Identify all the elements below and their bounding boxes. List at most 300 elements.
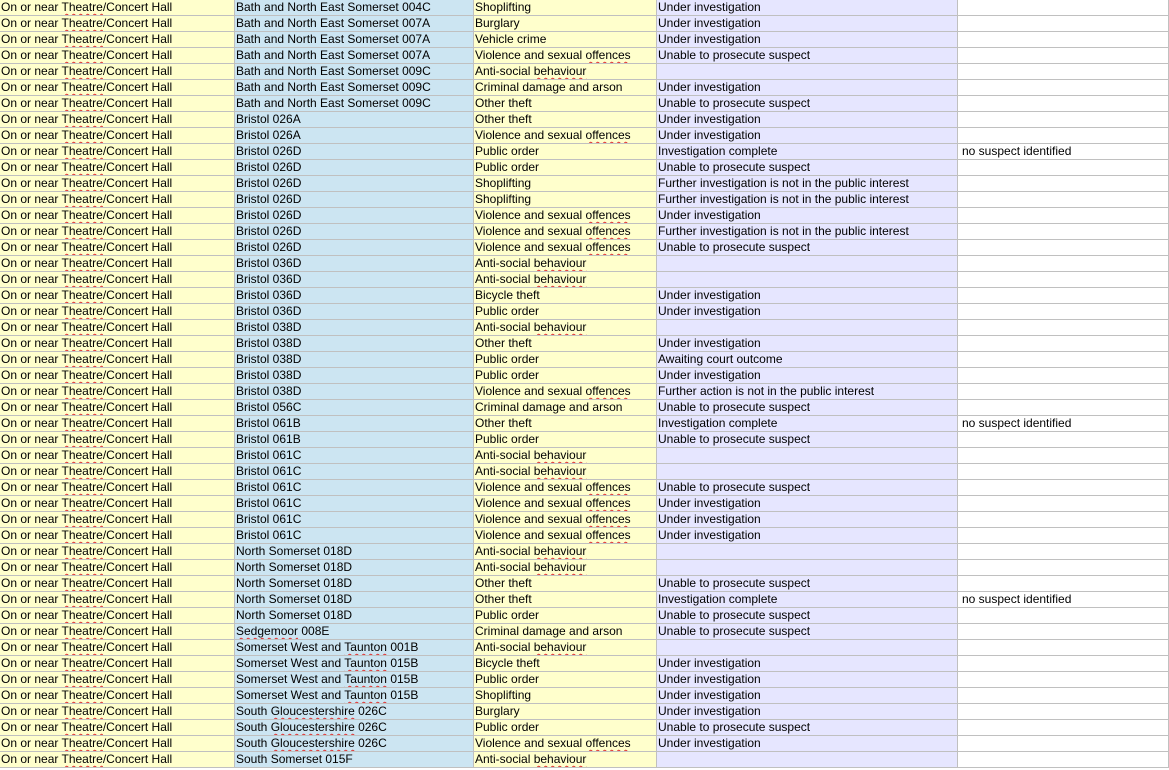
crime-type-cell[interactable]: Other theft	[474, 336, 657, 352]
lsoa-name-cell[interactable]: Bath and North East Somerset 007A	[235, 32, 474, 48]
location-cell[interactable]: On or near Theatre/Concert Hall	[0, 560, 235, 576]
spellcheck-underline: Theatre	[61, 96, 103, 110]
context-cell[interactable]	[958, 32, 1169, 48]
outcome-cell[interactable]: Further action is not in the public interest	[657, 384, 958, 400]
crime-type-cell[interactable]: Criminal damage and arson	[474, 400, 657, 416]
location-cell[interactable]: On or near Theatre/Concert Hall	[0, 0, 235, 16]
crime-type-cell[interactable]: Anti-social behaviour	[474, 544, 657, 560]
lsoa-name-cell[interactable]: Bath and North East Somerset 009C	[235, 96, 474, 112]
location-cell[interactable]: On or near Theatre/Concert Hall	[0, 192, 235, 208]
lsoa-name-cell[interactable]: Bristol 038D	[235, 352, 474, 368]
crime-type-cell[interactable]: Public order	[474, 672, 657, 688]
outcome-cell[interactable]: Unable to prosecute suspect	[657, 608, 958, 624]
location-cell[interactable]: On or near Theatre/Concert Hall	[0, 688, 235, 704]
outcome-cell[interactable]: Unable to prosecute suspect	[657, 720, 958, 736]
context-cell[interactable]	[958, 528, 1169, 544]
location-cell[interactable]: On or near Theatre/Concert Hall	[0, 608, 235, 624]
location-cell[interactable]: On or near Theatre/Concert Hall	[0, 480, 235, 496]
location-cell[interactable]: On or near Theatre/Concert Hall	[0, 288, 235, 304]
spellcheck-underline: behaviour	[533, 464, 587, 478]
outcome-cell[interactable]: Under investigation	[657, 672, 958, 688]
outcome-cell[interactable]: Unable to prosecute suspect	[657, 480, 958, 496]
location-cell[interactable]: On or near Theatre/Concert Hall	[0, 240, 235, 256]
location-cell[interactable]: On or near Theatre/Concert Hall	[0, 256, 235, 272]
lsoa-name-cell[interactable]: Bath and North East Somerset 009C	[235, 80, 474, 96]
context-cell[interactable]	[958, 240, 1169, 256]
spellcheck-underline: Theatre	[61, 320, 103, 334]
crime-type-cell[interactable]: Shoplifting	[474, 688, 657, 704]
location-cell[interactable]: On or near Theatre/Concert Hall	[0, 672, 235, 688]
crime-type-cell[interactable]: Public order	[474, 608, 657, 624]
context-cell[interactable]	[958, 624, 1169, 640]
spellcheck-underline: Taunton	[344, 640, 387, 654]
context-cell[interactable]	[958, 128, 1169, 144]
crime-type-cell[interactable]: Public order	[474, 432, 657, 448]
location-cell[interactable]: On or near Theatre/Concert Hall	[0, 320, 235, 336]
lsoa-name-cell[interactable]: Bristol 036D	[235, 256, 474, 272]
context-cell[interactable]	[958, 160, 1169, 176]
outcome-cell[interactable]: Under investigation	[657, 128, 958, 144]
lsoa-name-cell[interactable]: Bristol 026D	[235, 176, 474, 192]
crime-type-cell[interactable]: Violence and sexual offences	[474, 512, 657, 528]
outcome-cell[interactable]: Further investigation is not in the public interest	[657, 224, 958, 240]
lsoa-name-cell[interactable]: South Somerset 015F	[235, 752, 474, 768]
outcome-cell[interactable]: Under investigation	[657, 736, 958, 752]
spellcheck-underline: Theatre	[61, 416, 103, 430]
spellcheck-underline: Theatre	[61, 752, 103, 766]
location-cell[interactable]: On or near Theatre/Concert Hall	[0, 720, 235, 736]
location-cell[interactable]: On or near Theatre/Concert Hall	[0, 64, 235, 80]
outcome-cell[interactable]: Under investigation	[657, 368, 958, 384]
context-cell[interactable]	[958, 640, 1169, 656]
context-cell[interactable]	[958, 736, 1169, 752]
crime-type-cell[interactable]: Violence and sexual offences	[474, 480, 657, 496]
location-cell[interactable]: On or near Theatre/Concert Hall	[0, 160, 235, 176]
crime-type-cell[interactable]: Violence and sexual offences	[474, 736, 657, 752]
table-row	[0, 480, 1169, 496]
outcome-cell[interactable]	[657, 560, 958, 576]
lsoa-name-cell[interactable]: Bristol 026D	[235, 240, 474, 256]
lsoa-name-cell[interactable]: Bath and North East Somerset 004C	[235, 0, 474, 16]
context-cell[interactable]	[958, 336, 1169, 352]
spellcheck-underline: offences	[585, 48, 631, 62]
outcome-cell[interactable]: Further investigation is not in the public interest	[657, 176, 958, 192]
outcome-cell[interactable]: Unable to prosecute suspect	[657, 624, 958, 640]
location-cell[interactable]: On or near Theatre/Concert Hall	[0, 448, 235, 464]
crime-type-cell[interactable]: Public order	[474, 160, 657, 176]
crime-type-cell[interactable]: Anti-social behaviour	[474, 752, 657, 768]
location-cell[interactable]: On or near Theatre/Concert Hall	[0, 752, 235, 768]
outcome-cell[interactable]	[657, 64, 958, 80]
outcome-cell[interactable]: Under investigation	[657, 656, 958, 672]
location-cell[interactable]: On or near Theatre/Concert Hall	[0, 32, 235, 48]
context-cell[interactable]	[958, 304, 1169, 320]
table-row	[0, 272, 1169, 288]
context-cell[interactable]	[958, 608, 1169, 624]
spellcheck-underline: Theatre	[61, 352, 103, 366]
location-cell[interactable]: On or near Theatre/Concert Hall	[0, 528, 235, 544]
location-cell[interactable]: On or near Theatre/Concert Hall	[0, 96, 235, 112]
location-cell[interactable]: On or near Theatre/Concert Hall	[0, 352, 235, 368]
context-cell[interactable]	[958, 96, 1169, 112]
lsoa-name-cell[interactable]: Bristol 061C	[235, 480, 474, 496]
context-cell[interactable]	[958, 496, 1169, 512]
location-cell[interactable]: On or near Theatre/Concert Hall	[0, 704, 235, 720]
lsoa-name-cell[interactable]: Bristol 038D	[235, 320, 474, 336]
outcome-cell[interactable]: Unable to prosecute suspect	[657, 576, 958, 592]
location-cell[interactable]: On or near Theatre/Concert Hall	[0, 576, 235, 592]
outcome-cell[interactable]: Under investigation	[657, 80, 958, 96]
location-cell[interactable]: On or near Theatre/Concert Hall	[0, 592, 235, 608]
location-cell[interactable]: On or near Theatre/Concert Hall	[0, 512, 235, 528]
crime-type-cell[interactable]: Burglary	[474, 16, 657, 32]
lsoa-name-cell[interactable]: Bristol 026A	[235, 128, 474, 144]
table-row	[0, 736, 1169, 752]
location-cell[interactable]: On or near Theatre/Concert Hall	[0, 112, 235, 128]
outcome-cell[interactable]	[657, 464, 958, 480]
spellcheck-underline: Theatre	[61, 48, 103, 62]
context-cell[interactable]	[958, 672, 1169, 688]
crime-type-cell[interactable]: Violence and sexual offences	[474, 48, 657, 64]
lsoa-name-cell[interactable]: Bristol 061C	[235, 512, 474, 528]
table-row	[0, 240, 1169, 256]
crime-type-cell[interactable]: Anti-social behaviour	[474, 256, 657, 272]
lsoa-name-cell[interactable]: South Gloucestershire 026C	[235, 704, 474, 720]
spellcheck-underline: offences	[585, 480, 631, 494]
lsoa-name-cell[interactable]: Bristol 061C	[235, 528, 474, 544]
lsoa-name-cell[interactable]: Bristol 061B	[235, 432, 474, 448]
crime-type-cell[interactable]: Shoplifting	[474, 176, 657, 192]
outcome-cell[interactable]: Under investigation	[657, 16, 958, 32]
context-cell[interactable]	[958, 80, 1169, 96]
spellcheck-underline: Theatre	[61, 176, 103, 190]
lsoa-name-cell[interactable]: Bristol 026D	[235, 192, 474, 208]
location-cell[interactable]: On or near Theatre/Concert Hall	[0, 432, 235, 448]
outcome-cell[interactable]	[657, 272, 958, 288]
context-cell[interactable]: no suspect identified	[958, 592, 1169, 608]
spellcheck-underline: Theatre	[61, 656, 103, 670]
location-cell[interactable]: On or near Theatre/Concert Hall	[0, 128, 235, 144]
spellcheck-underline: offences	[585, 128, 631, 142]
outcome-cell[interactable]: Investigation complete	[657, 592, 958, 608]
context-cell[interactable]	[958, 464, 1169, 480]
lsoa-name-cell[interactable]: South Gloucestershire 026C	[235, 736, 474, 752]
outcome-cell[interactable]: Unable to prosecute suspect	[657, 400, 958, 416]
lsoa-name-cell[interactable]: Bristol 061C	[235, 496, 474, 512]
location-cell[interactable]: On or near Theatre/Concert Hall	[0, 224, 235, 240]
table-row	[0, 400, 1169, 416]
table-row	[0, 352, 1169, 368]
context-cell[interactable]	[958, 576, 1169, 592]
location-cell[interactable]: On or near Theatre/Concert Hall	[0, 80, 235, 96]
context-cell[interactable]	[958, 560, 1169, 576]
lsoa-name-cell[interactable]: Bristol 026D	[235, 160, 474, 176]
crime-type-cell[interactable]: Violence and sexual offences	[474, 128, 657, 144]
context-cell[interactable]	[958, 224, 1169, 240]
crime-type-cell[interactable]: Criminal damage and arson	[474, 80, 657, 96]
crime-type-cell[interactable]: Bicycle theft	[474, 288, 657, 304]
lsoa-name-cell[interactable]: Somerset West and Taunton 015B	[235, 656, 474, 672]
spellcheck-underline: behaviour	[533, 256, 587, 270]
spellcheck-underline: Theatre	[61, 304, 103, 318]
spellcheck-underline: Theatre	[61, 16, 103, 30]
spellcheck-underline: Theatre	[61, 528, 103, 542]
context-cell[interactable]	[958, 256, 1169, 272]
location-cell[interactable]: On or near Theatre/Concert Hall	[0, 416, 235, 432]
crime-type-cell[interactable]: Other theft	[474, 112, 657, 128]
context-cell[interactable]	[958, 688, 1169, 704]
table-row	[0, 224, 1169, 240]
lsoa-name-cell[interactable]: North Somerset 018D	[235, 544, 474, 560]
lsoa-name-cell[interactable]: Bath and North East Somerset 007A	[235, 16, 474, 32]
crime-type-cell[interactable]: Violence and sexual offences	[474, 224, 657, 240]
spellcheck-underline: Theatre	[61, 480, 103, 494]
spellcheck-underline: Gloucestershire	[270, 736, 355, 750]
lsoa-name-cell[interactable]: Bristol 038D	[235, 368, 474, 384]
crime-type-cell[interactable]: Anti-social behaviour	[474, 640, 657, 656]
table-row	[0, 720, 1169, 736]
context-cell[interactable]	[958, 320, 1169, 336]
location-cell[interactable]: On or near Theatre/Concert Hall	[0, 48, 235, 64]
context-cell[interactable]	[958, 720, 1169, 736]
table-row	[0, 448, 1169, 464]
lsoa-name-cell[interactable]: Bristol 026D	[235, 224, 474, 240]
outcome-cell[interactable]	[657, 320, 958, 336]
context-cell[interactable]	[958, 480, 1169, 496]
table-row	[0, 496, 1169, 512]
context-cell[interactable]	[958, 704, 1169, 720]
spellcheck-underline: behaviour	[533, 640, 587, 654]
context-cell[interactable]	[958, 176, 1169, 192]
crime-type-cell[interactable]: Anti-social behaviour	[474, 64, 657, 80]
context-cell[interactable]	[958, 192, 1169, 208]
spellcheck-underline: Theatre	[61, 496, 103, 510]
spellcheck-underline: Theatre	[61, 256, 103, 270]
crime-type-cell[interactable]: Public order	[474, 720, 657, 736]
crime-type-cell[interactable]: Other theft	[474, 416, 657, 432]
lsoa-name-cell[interactable]: South Gloucestershire 026C	[235, 720, 474, 736]
outcome-cell[interactable]: Under investigation	[657, 496, 958, 512]
location-cell[interactable]: On or near Theatre/Concert Hall	[0, 624, 235, 640]
lsoa-name-cell[interactable]: Bristol 056C	[235, 400, 474, 416]
location-cell[interactable]: On or near Theatre/Concert Hall	[0, 496, 235, 512]
context-cell[interactable]	[958, 112, 1169, 128]
crime-type-cell[interactable]: Violence and sexual offences	[474, 496, 657, 512]
outcome-cell[interactable]	[657, 752, 958, 768]
outcome-cell[interactable]: Investigation complete	[657, 144, 958, 160]
lsoa-name-cell[interactable]: Somerset West and Taunton 001B	[235, 640, 474, 656]
context-cell[interactable]	[958, 400, 1169, 416]
location-cell[interactable]: On or near Theatre/Concert Hall	[0, 384, 235, 400]
crime-type-cell[interactable]: Public order	[474, 368, 657, 384]
context-cell[interactable]	[958, 64, 1169, 80]
crime-type-cell[interactable]: Violence and sexual offences	[474, 528, 657, 544]
lsoa-name-cell[interactable]: Bristol 026A	[235, 112, 474, 128]
outcome-cell[interactable]: Unable to prosecute suspect	[657, 432, 958, 448]
crime-type-cell[interactable]: Shoplifting	[474, 192, 657, 208]
location-cell[interactable]: On or near Theatre/Concert Hall	[0, 464, 235, 480]
outcome-cell[interactable]: Under investigation	[657, 704, 958, 720]
lsoa-name-cell[interactable]: North Somerset 018D	[235, 576, 474, 592]
crime-type-cell[interactable]: Anti-social behaviour	[474, 560, 657, 576]
lsoa-name-cell[interactable]: Bath and North East Somerset 009C	[235, 64, 474, 80]
location-cell[interactable]: On or near Theatre/Concert Hall	[0, 656, 235, 672]
crime-type-cell[interactable]: Shoplifting	[474, 0, 657, 16]
location-cell[interactable]: On or near Theatre/Concert Hall	[0, 144, 235, 160]
crime-type-cell[interactable]: Public order	[474, 144, 657, 160]
lsoa-name-cell[interactable]: Bristol 061C	[235, 464, 474, 480]
location-cell[interactable]: On or near Theatre/Concert Hall	[0, 640, 235, 656]
context-cell[interactable]	[958, 16, 1169, 32]
crime-type-cell[interactable]: Violence and sexual offences	[474, 208, 657, 224]
crime-type-cell[interactable]: Other theft	[474, 576, 657, 592]
lsoa-name-cell[interactable]: Somerset West and Taunton 015B	[235, 672, 474, 688]
spellcheck-underline: Theatre	[61, 672, 103, 686]
context-cell[interactable]	[958, 0, 1169, 16]
context-cell[interactable]	[958, 352, 1169, 368]
crime-type-cell[interactable]: Anti-social behaviour	[474, 448, 657, 464]
outcome-cell[interactable]: Awaiting court outcome	[657, 352, 958, 368]
outcome-cell[interactable]: Unable to prosecute suspect	[657, 240, 958, 256]
lsoa-name-cell[interactable]: Bristol 061C	[235, 448, 474, 464]
table-row	[0, 144, 1169, 160]
outcome-cell[interactable]: Under investigation	[657, 512, 958, 528]
outcome-cell[interactable]: Unable to prosecute suspect	[657, 48, 958, 64]
outcome-cell[interactable]: Under investigation	[657, 304, 958, 320]
crime-type-cell[interactable]: Anti-social behaviour	[474, 464, 657, 480]
lsoa-name-cell[interactable]: Bristol 036D	[235, 304, 474, 320]
location-cell[interactable]: On or near Theatre/Concert Hall	[0, 208, 235, 224]
table-row	[0, 512, 1169, 528]
outcome-cell[interactable]: Further investigation is not in the public interest	[657, 192, 958, 208]
context-cell[interactable]	[958, 448, 1169, 464]
outcome-cell[interactable]: Under investigation	[657, 208, 958, 224]
outcome-cell[interactable]: Unable to prosecute suspect	[657, 160, 958, 176]
spellcheck-underline: Theatre	[61, 272, 103, 286]
context-cell[interactable]	[958, 752, 1169, 768]
location-cell[interactable]: On or near Theatre/Concert Hall	[0, 736, 235, 752]
lsoa-name-cell[interactable]: Bristol 038D	[235, 384, 474, 400]
crime-type-cell[interactable]: Public order	[474, 352, 657, 368]
location-cell[interactable]: On or near Theatre/Concert Hall	[0, 544, 235, 560]
spellcheck-underline: Theatre	[61, 560, 103, 574]
spellcheck-underline: Theatre	[61, 640, 103, 654]
context-cell[interactable]	[958, 208, 1169, 224]
crime-type-cell[interactable]: Burglary	[474, 704, 657, 720]
crime-type-cell[interactable]: Bicycle theft	[474, 656, 657, 672]
crime-type-cell[interactable]: Other theft	[474, 96, 657, 112]
spellcheck-underline: Theatre	[61, 384, 103, 398]
crime-type-cell[interactable]: Other theft	[474, 592, 657, 608]
table-row	[0, 752, 1169, 768]
outcome-cell[interactable]	[657, 256, 958, 272]
lsoa-name-cell[interactable]: North Somerset 018D	[235, 560, 474, 576]
table-row	[0, 704, 1169, 720]
outcome-cell[interactable]: Under investigation	[657, 112, 958, 128]
crime-type-cell[interactable]: Violence and sexual offences	[474, 240, 657, 256]
location-cell[interactable]: On or near Theatre/Concert Hall	[0, 16, 235, 32]
location-cell[interactable]: On or near Theatre/Concert Hall	[0, 336, 235, 352]
table-row	[0, 464, 1169, 480]
outcome-cell[interactable]: Under investigation	[657, 0, 958, 16]
spellcheck-underline: Taunton	[344, 688, 387, 702]
location-cell[interactable]: On or near Theatre/Concert Hall	[0, 304, 235, 320]
table-row	[0, 672, 1169, 688]
context-cell[interactable]: no suspect identified	[958, 416, 1169, 432]
context-cell[interactable]	[958, 656, 1169, 672]
crime-type-cell[interactable]: Public order	[474, 304, 657, 320]
lsoa-name-cell[interactable]: Bristol 036D	[235, 272, 474, 288]
crime-type-cell[interactable]: Anti-social behaviour	[474, 272, 657, 288]
outcome-cell[interactable]: Investigation complete	[657, 416, 958, 432]
crime-type-cell[interactable]: Criminal damage and arson	[474, 624, 657, 640]
spellcheck-underline: Theatre	[61, 0, 103, 14]
outcome-cell[interactable]	[657, 544, 958, 560]
table-row	[0, 112, 1169, 128]
crime-type-cell[interactable]: Violence and sexual offences	[474, 384, 657, 400]
context-cell[interactable]: no suspect identified	[958, 144, 1169, 160]
spellcheck-underline: Theatre	[61, 208, 103, 222]
outcome-cell[interactable]: Under investigation	[657, 288, 958, 304]
context-cell[interactable]	[958, 544, 1169, 560]
table-row	[0, 608, 1169, 624]
context-cell[interactable]	[958, 368, 1169, 384]
context-cell[interactable]	[958, 288, 1169, 304]
outcome-cell[interactable]	[657, 640, 958, 656]
outcome-cell[interactable]: Unable to prosecute suspect	[657, 96, 958, 112]
spellcheck-underline: Theatre	[61, 128, 103, 142]
lsoa-name-cell[interactable]: Bristol 026D	[235, 208, 474, 224]
location-cell[interactable]: On or near Theatre/Concert Hall	[0, 400, 235, 416]
context-cell[interactable]	[958, 384, 1169, 400]
table-row	[0, 0, 1169, 16]
outcome-cell[interactable]: Under investigation	[657, 32, 958, 48]
context-cell[interactable]	[958, 48, 1169, 64]
spellcheck-underline: Theatre	[61, 336, 103, 350]
outcome-cell[interactable]	[657, 448, 958, 464]
spellcheck-underline: offences	[585, 496, 631, 510]
outcome-cell[interactable]: Under investigation	[657, 528, 958, 544]
location-cell[interactable]: On or near Theatre/Concert Hall	[0, 272, 235, 288]
spellcheck-underline: behaviour	[533, 544, 587, 558]
lsoa-name-cell[interactable]: Bristol 038D	[235, 336, 474, 352]
lsoa-name-cell[interactable]: Bristol 061B	[235, 416, 474, 432]
table-row	[0, 576, 1169, 592]
crime-type-cell[interactable]: Anti-social behaviour	[474, 320, 657, 336]
context-cell[interactable]	[958, 432, 1169, 448]
lsoa-name-cell[interactable]: North Somerset 018D	[235, 608, 474, 624]
context-cell[interactable]	[958, 272, 1169, 288]
spellcheck-underline: offences	[585, 512, 631, 526]
table-row	[0, 336, 1169, 352]
location-cell[interactable]: On or near Theatre/Concert Hall	[0, 368, 235, 384]
spellcheck-underline: Theatre	[61, 608, 103, 622]
table-row	[0, 528, 1169, 544]
lsoa-name-cell[interactable]: Bath and North East Somerset 007A	[235, 48, 474, 64]
table-row	[0, 192, 1169, 208]
location-cell[interactable]: On or near Theatre/Concert Hall	[0, 176, 235, 192]
lsoa-name-cell[interactable]: Bristol 026D	[235, 144, 474, 160]
outcome-cell[interactable]: Under investigation	[657, 688, 958, 704]
spellcheck-underline: offences	[585, 208, 631, 222]
lsoa-name-cell[interactable]: Sedgemoor 008E	[235, 624, 474, 640]
crime-type-cell[interactable]: Vehicle crime	[474, 32, 657, 48]
context-cell[interactable]	[958, 512, 1169, 528]
outcome-cell[interactable]: Under investigation	[657, 336, 958, 352]
lsoa-name-cell[interactable]: Somerset West and Taunton 015B	[235, 688, 474, 704]
lsoa-name-cell[interactable]: Bristol 036D	[235, 288, 474, 304]
lsoa-name-cell[interactable]: North Somerset 018D	[235, 592, 474, 608]
